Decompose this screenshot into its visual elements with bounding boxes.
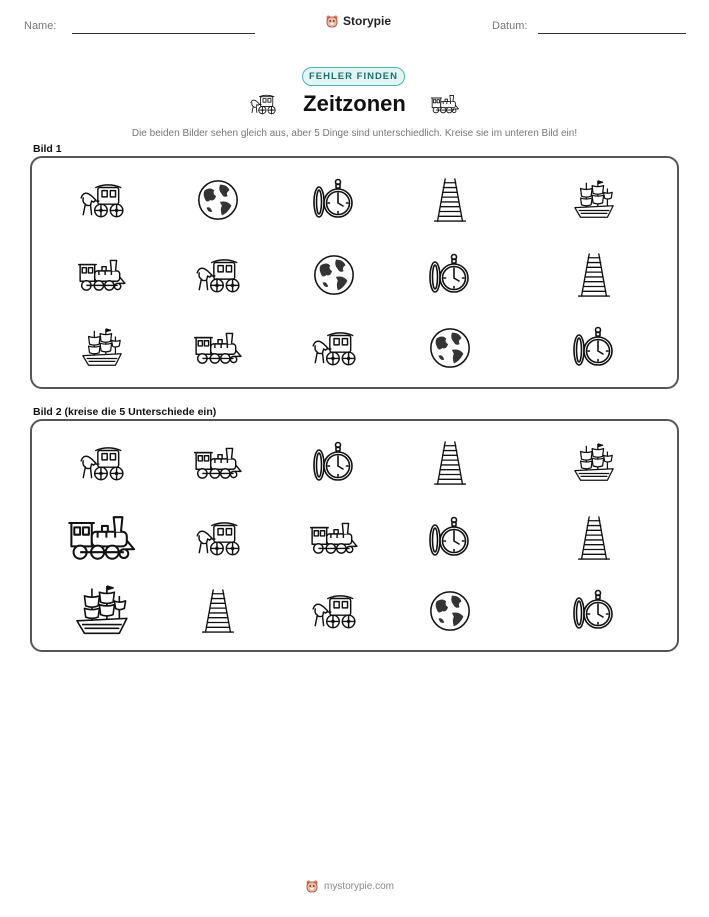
date-label: Datum:	[492, 20, 528, 32]
brand-name: Storypie	[343, 14, 392, 28]
carriage-icon	[309, 592, 359, 630]
railroad-track-icon	[427, 176, 473, 224]
pocket-watch-icon	[426, 251, 474, 299]
railroad-track-icon	[571, 514, 617, 562]
picture1-label: Bild 1	[33, 143, 62, 155]
locomotive-icon	[67, 511, 137, 564]
pocket-watch-icon	[570, 587, 618, 635]
picture2-panel[interactable]	[30, 419, 679, 652]
globe-icon	[427, 588, 473, 634]
globe-icon	[311, 252, 357, 298]
globe-icon	[427, 325, 473, 371]
name-field[interactable]	[72, 33, 255, 34]
carriage-icon	[193, 256, 243, 294]
date-field[interactable]	[538, 33, 686, 34]
pocket-watch-icon	[570, 324, 618, 372]
carriage-icon	[309, 329, 359, 367]
railroad-track-icon	[195, 587, 241, 635]
ship-icon	[72, 581, 132, 641]
carriage-icon	[77, 444, 127, 482]
bear-logo-icon	[326, 15, 338, 28]
brand-logo	[326, 14, 391, 28]
name-label: Name:	[24, 20, 57, 32]
globe-icon	[195, 177, 241, 223]
locomotive-icon	[193, 444, 243, 482]
bear-logo-icon	[306, 880, 318, 893]
carriage-icon	[77, 181, 127, 219]
railroad-track-icon	[427, 439, 473, 487]
page-title: Zeitzonen	[303, 91, 406, 116]
footer-url[interactable]: mystorypie.com	[324, 881, 395, 892]
pocket-watch-icon	[310, 439, 358, 487]
locomotive-icon	[193, 329, 243, 367]
picture1-panel	[30, 156, 679, 389]
picture2-label: Bild 2 (kreise die 5 Unterschiede ein)	[33, 406, 217, 418]
ship-icon	[571, 440, 617, 486]
pocket-watch-icon	[426, 514, 474, 562]
instructions: Die beiden Bilder sehen gleich aus, aber 5 Dinge sind unterschiedlich. Kreise sie im unteren Bild ein!	[131, 128, 578, 139]
pocket-watch-icon	[310, 176, 358, 224]
locomotive-icon	[430, 93, 460, 120]
ship-icon	[571, 177, 617, 223]
footer	[306, 880, 394, 893]
locomotive-icon	[77, 256, 127, 294]
locomotive-icon	[309, 519, 359, 557]
railroad-track-icon	[571, 251, 617, 299]
carriage-icon	[193, 519, 243, 557]
category-badge: FEHLER FINDEN	[302, 67, 405, 86]
ship-icon	[79, 325, 125, 371]
